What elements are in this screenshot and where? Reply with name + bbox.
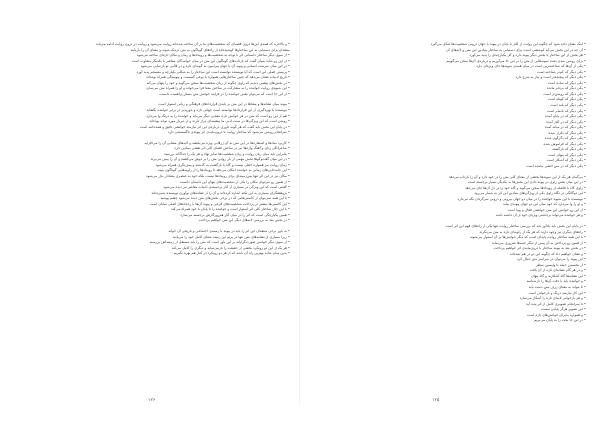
text-line: • همین یکپارچگی است که اثر را در میان آثار هم‌روزگارش برجسته می‌سازد — [180, 212, 290, 217]
text-line: • به باور برخی منتقدان این اثر را باید در پیوند با زمینه‌ی اجتماعی و تاریخی آن خواند — [168, 228, 290, 233]
text-line: • هر بخش از این ساختار با بخش دیگر پیوند دارد و کل یکپارچه‌ای را پدید می‌آورد — [469, 53, 586, 58]
text-line: • یکی دیگر که در پایان آمده — [545, 114, 586, 119]
text-line: • این پیوند را می‌توان در سراسر متن دنبال کرد — [516, 257, 586, 262]
text-line: • در بخش بعد به بررسی لایه‌های دیگر این متن خواهیم پرداخت — [198, 218, 290, 223]
text-line: • زمان روایت نیز همواره خطی نیست و گاه با بازگشت به گذشته و پیش‌نگری همراه می‌شود — [155, 162, 290, 167]
text-line: • با این همه ساختار روایت پایه‌ای است که دیگر خوانش‌ها بر آن استوار می‌شوند — [469, 235, 586, 240]
text-line: • از این رو خوانش این متن خوانشی فعال و پویا است — [507, 207, 586, 212]
text-line: • در بخش‌های پیشین دیدیم که راوی چگونه از زبان شخصیت‌ها سخن می‌گوید و خود را پنهان می‌کند — [146, 80, 290, 85]
text-line: • در این جا بحث را به پایان می‌بریم — [534, 318, 586, 323]
text-line: • یکی دیگر که تکرار شده — [548, 130, 586, 135]
text-line: • و خواننده باید با دقت آن‌ها را بازشناسد — [526, 279, 586, 284]
text-line: • گفتنی است که این ویژگی در بسیاری از آثار برجسته‌ی ادبیات معاصر نیز دیده می‌شود — [163, 185, 290, 190]
text-line: • برای روشن شدن بحث نمونه‌هایی از متن را در این جا می‌آوریم و درباره‌ی آن‌ها سخن می‌گوییم — [446, 58, 586, 63]
text-line: • راوی گاه با فاصله از رویدادها سخن می‌گوید و گاه خود را در دل آن‌ها جای می‌دهد — [465, 185, 586, 190]
text-line: • نویسنده با این شیوه خواننده را در میان دو جهان بیرونی و درونی سرگردان نگه می‌دارد — [457, 196, 586, 201]
text-line: • در پایان این بخش باید گفت که هر گونه داوری درباره‌ی این اثر نیازمند خوانشی دقیق و همه‌جانبه است — [139, 124, 290, 129]
text-line: • در این میان سرشت انسانی و پیوند آن با جهان پیرامون به گونه‌ای تازه و در قالبی نو بازنمایی می‌شود — [140, 64, 290, 69]
text-line: • بنابراین باید میان زبان روایت و زبان شخصیت‌ها تمایز نهاد و هر یک را جداگانه بررسید — [164, 151, 290, 156]
text-line: • این نشانه‌ها گاه آشکارند و گاه پنهان — [531, 273, 586, 278]
text-line: • بدین سان شاید بهترین راه آن باشد که از هر دو رویکرد در کنار هم بهره بگیریم — [173, 251, 290, 256]
text-line: • یکی دیگر که روشن‌تر است — [543, 91, 586, 96]
text-line: • از سوی دیگر خوانش صورت‌گرایانه بر این باور است که متن را باید مستقل از زمینه‌اش بررسید — [149, 240, 290, 245]
text-line: • تا بتواند به معنای ژرف متن دست یابد — [528, 284, 586, 289]
text-line: • روشن است که این ویژگی‌ها در سنت ادبی ما پیشینه‌ای دراز دارند و از دیرباز مورد توجه بوده‌اند — [149, 119, 290, 124]
text-line: • شاعرانگی زبان و آهنگ واژه‌ها نیز در ساختن فضای کلی اثر نقشی بنیادین دارد — [174, 146, 290, 151]
text-line: • هر یک از این دو رویکرد بخشی از حقیقت را بازمی‌نماید و دیگری را کامل می‌کند — [171, 245, 290, 250]
text-line: منتقدان برای دستیابی به این ساختارها کوشیده‌اند از راه‌های گوناگون به متن نزدیک شوند و معنای آن را بازیابند — [130, 47, 290, 52]
text-line: • این شیوه‌ی روایت خواننده را به مشارکت در ساختن معنا فرا می‌خواند و او را همراه متن می‌سازد — [145, 86, 290, 91]
text-line: • یکی دیگر که در آغاز آمده — [546, 119, 586, 124]
text-line: • نویسنده با بهره‌گیری از این قراردادها توانسته است جهانی تازه و باورپذیر در برابر خواننده بگشاید — [146, 108, 290, 113]
text-line: • تا سرانجام تصویری کامل از اثر پدید آید — [526, 301, 586, 306]
text-line: • از این جا است که می‌توان نقش خواننده را در فرایند خوانش متن بسیار پراهمیت دانست — [159, 91, 290, 96]
text-line: • و هر خواننده می‌تواند برداشتی ویژه‌ی خود از آن داشته باشد — [495, 213, 586, 218]
text-line: • سرانجام روشن می‌شود که ساختار روایت با درون‌مایه‌ی اثر پیوندی ناگسستنی دارد — [167, 130, 290, 135]
text-line: • یکی دیگر که ساده است — [547, 80, 586, 85]
text-line: • یکی دیگر که بی‌نام مانده — [546, 86, 586, 91]
right-page-number: ۱۲۵ — [432, 398, 440, 403]
right-page — [300, 0, 600, 424]
text-line: • با این همه نمی‌توان از کاستی‌هایی که در برخی بخش‌های متن دیده می‌شود چشم پوشید — [160, 196, 290, 201]
text-line: • یکی دیگر که کوتاه است — [547, 97, 586, 102]
text-line: • یکی دیگر که پنهان است — [547, 152, 586, 157]
text-line: • پرسش اصلی این است که آیا نویسنده توانسته است این ساختار را به شکلی یکپارچه و منسجم پدید آورد — [136, 69, 290, 74]
text-line: • یکی دیگر که پیچیده‌تر است و نیاز به شرح دارد — [515, 75, 586, 80]
text-line: • و او را وا می‌دارد که خود میان این دو جهان پیوندی بیابد — [503, 202, 586, 207]
right-text-column — [328, 42, 586, 324]
text-line: • در بخش بعد به پیوند ساختار با درون‌مایه‌ی اثر خواهیم پرداخت — [493, 246, 586, 251]
text-line: • این تصویر هرگز پایانی نیست — [541, 307, 586, 312]
text-line: • از سوی دیگر ساختار داستانی اثر با توجه به شخصیت‌ها و رویدادها و زمان و مکان تازه‌ای ساخته می‌شود — [136, 53, 290, 58]
text-line: • و همواره پذیرای خوانش‌های تازه است — [527, 312, 586, 317]
text-line: • یکی دیگر که آشکار است — [546, 158, 586, 163]
text-line: • در این میان گفت‌وگوها بخش مهمی از بار روایی متن را بر دوش می‌کشند و آن را پیش می‌برند — [150, 157, 290, 162]
text-line: • و در هر گام نشانه‌ای تازه از آن یافت — [529, 268, 586, 273]
text-line: • و بالاخره که همه‌ی این‌ها درون قصه‌ای که شخصیت‌های ما بر آن ساخته شده‌اند روایت می‌شود و روایت در درون روایت ادامه می‌یابد — [95, 42, 290, 46]
left-text-column — [22, 42, 290, 257]
text-line: • هم از این رو است که متن در هر خوانش تازه معنایی دیگر می‌یابد و خواننده را به درنگ وا می‌دارد — [146, 113, 290, 118]
text-line: • یکی دیگر که کم‌تر شناخته است — [537, 69, 586, 74]
text-line: • آن چه در این بخش می‌آید کوششی است برای دستیابی به ساختار بنیادین این متن و لایه‌های آن — [446, 47, 586, 52]
text-line: • و نشان خواهیم داد که چگونه این دو در هم تنیده‌اند — [509, 251, 586, 256]
text-line: • اینک نشان داده شود که چگونه این روایت از آغاز تا پایان در پیوند با جهان درونی شخصیت‌ها شکل می‌گیرد — [430, 42, 586, 46]
text-line: • پژوهشگران بسیاری به این نکته اشاره کرده‌اند و آن را از نشانه‌های نوآوری نویسنده شمرده‌اند — [151, 190, 290, 195]
text-line: • از همین رو می‌توان مکان را یکی از شخصیت‌های پنهان این داستان دانست — [179, 179, 290, 184]
text-line: • یکی از آن‌ها که شناخته‌ترین است در میان همه‌ی نمونه‌ها جای ویژه‌ای دارد — [476, 64, 586, 69]
text-line: • این جابه‌جایی‌های زمانی به خواننده امکان می‌دهد تا رویدادها را از زاویه‌هایی گوناگون ببیند — [157, 168, 290, 173]
text-line: • از نخستین جمله تا واپسین سطر — [535, 262, 586, 267]
left-page-number: ۱۲۶ — [148, 398, 156, 403]
text-line: • راه‌های دیگری نیز وجود دارند که هر یک از زاویه‌ای تازه به متن می‌نگرند — [479, 229, 586, 234]
text-line: • و هر بازخوانی لایه‌ای تازه را آشکار می‌سازد — [519, 296, 586, 301]
text-line: • از این رو شاید بتوان گفت که بازتاب‌های گوناگون این متن در میان خوانندگان معاصر با یکدیگر متفاوت است — [131, 58, 290, 63]
text-line: • یکی دیگر که بازگشته — [552, 147, 586, 152]
text-line: • از همین رو پرداختن به آن پیش از دیگر جنبه‌ها ضروری می‌نماید — [491, 240, 586, 245]
text-line: • زیرا بسیاری از نشانه‌های متن تنها در پرتو این زمینه معنای کامل خود را می‌یابند — [172, 234, 290, 239]
text-line: • بی‌گمان هر یک از این نمونه‌ها بخشی از معنای کلی متن را در خود دارد و آن را بازتاب می‌دهد — [448, 174, 586, 179]
text-line: • یکی دیگر که ناتمام است — [546, 108, 586, 113]
text-line: • این کار نیازمند درنگ و بازخوانی است — [528, 290, 586, 295]
text-line: • یکی دیگر که در میانه آمده — [544, 125, 586, 130]
text-line: • یکی دیگر که در متن اصلی نیامده است — [526, 164, 586, 169]
text-line: • یکی دیگر که بلند است — [550, 103, 586, 108]
text-line: • پیوند میان نشانه‌ها و معناها در این متن بر پایه‌ی قراردادهای فرهنگی و زبانی استوار است — [158, 102, 290, 107]
text-line: • یکی دیگر که فراموش شده — [543, 141, 586, 146]
text-line: • این دوگانگی در نگاه راوی یکی از ویژگی‌های بنیادین این اثر به شمار می‌رود — [474, 191, 586, 196]
text-line: • تاریخ ادبیات نشان می‌دهد که چنین ساختارهایی همواره با نوعی گسست و پیوستگی همراه بوده‌اند — [146, 75, 290, 80]
text-line: • با این حال ساختار کلی اثر استوار است و خواننده را تا پایان با خود همراه می‌کند — [171, 207, 290, 212]
text-line: • در پایان این بخش باید یادآور شد که بررسی ساختار روایت تنها یکی از راه‌های فهم این اثر است — [445, 223, 586, 228]
text-line: • در این میان نقش راوی در پیوند دادن این بخش‌ها به یکدیگر بسیار برجسته است — [467, 180, 586, 185]
text-line: • یکی دیگر که دگرگون شده — [544, 136, 586, 141]
text-line: • مکان نیز در این اثر تنها پس‌زمینه‌ای برای رویدادها نیست بلکه خود به عنصری معنادار بدل می‌شود — [146, 174, 290, 179]
text-line: • این کاستی‌ها بیشتر در پرداخت شخصیت‌های فرعی و پیوند آن‌ها با رخدادهای اصلی نمایان است — [149, 201, 290, 206]
text-line: • کاربرد نمادها و استعاره‌ها در این متن به آن ژرفایی ویژه می‌بخشد و لایه‌های معنایی آن را می‌افزاید — [144, 140, 290, 145]
